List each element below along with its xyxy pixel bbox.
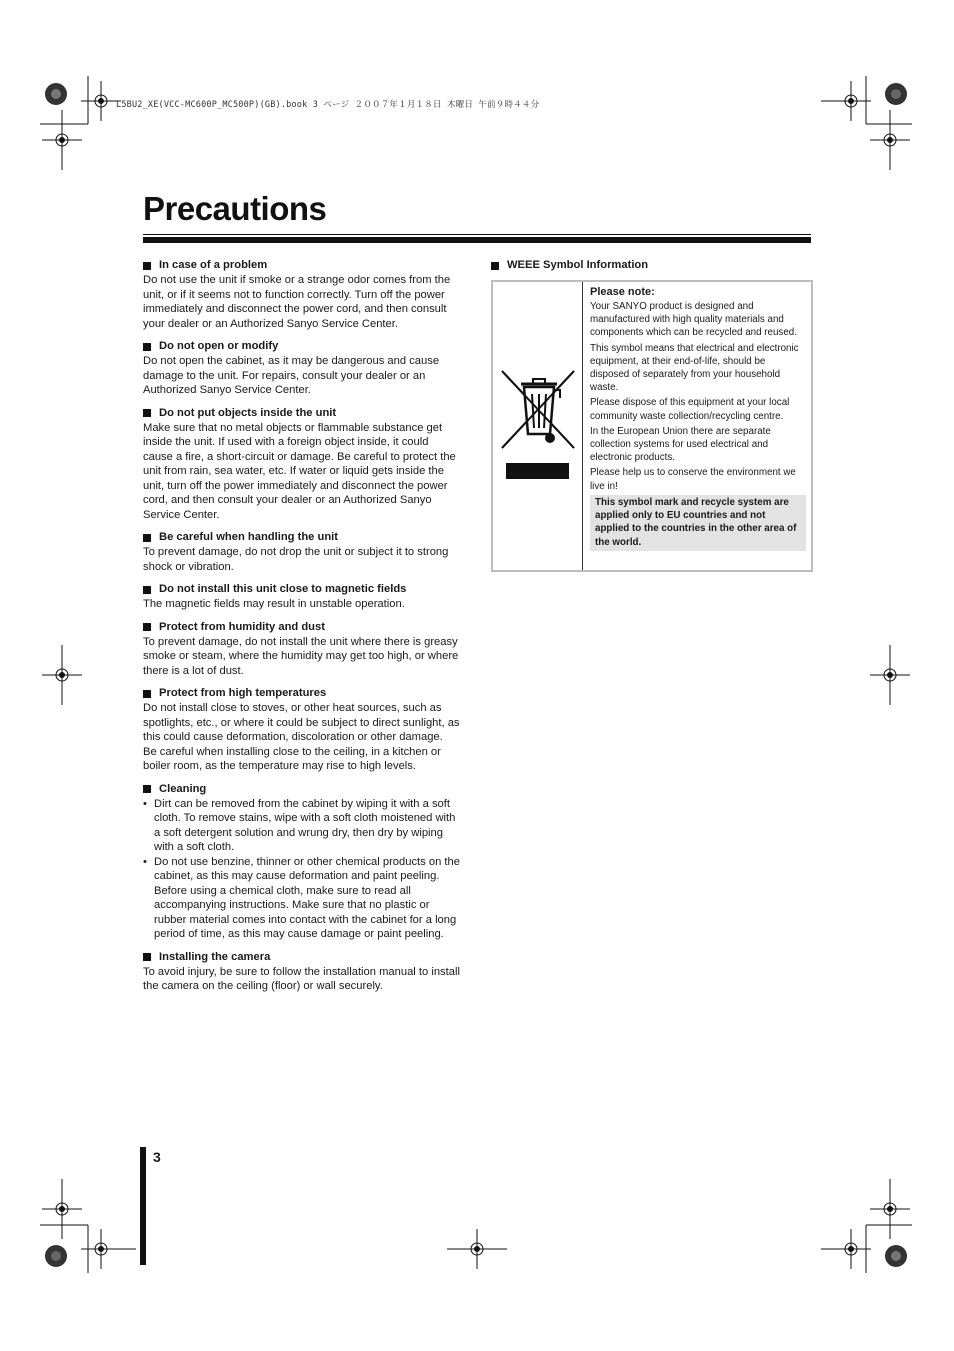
section-heading: Do not open or modify (159, 340, 279, 352)
section-heading: Cleaning (159, 782, 207, 795)
square-bullet-icon (491, 262, 499, 270)
note-paragraph: This symbol means that electrical and electronic equipment, at their end-of-life, should be disposed of separately from your household waste. (590, 342, 799, 394)
section-heading: Be careful when handling the unit (159, 531, 339, 543)
section-body: Do not open the cabinet, as it may be dangerous and cause damage to the unit. For repairs, consult your dealer or an Authorized Sanyo Service Center. (143, 355, 440, 396)
section-open-modify (143, 339, 461, 398)
page-title: Precautions (143, 190, 327, 227)
section-body: Make sure that no metal objects or flammable substance get inside the unit. If used with a foreign object inside, it could cause a fire, a short-circuit or damage. Be careful to protect the unit from rain, sea water, etc. If water or liquid gets inside the unit, turn off the power immediately and disconnect the power cord, and then consult your dealer or an Authorized Sanyo Service Center. (143, 421, 456, 521)
square-bullet-icon (143, 409, 151, 417)
section-problem (143, 258, 461, 331)
note-paragraph: Your SANYO product is designed and manufactured with high quality materials and components which can be recycled and reused. (590, 301, 797, 339)
section-heading: Do not put objects inside the unit (159, 406, 337, 419)
section-heading: Protect from high temperatures (159, 687, 327, 699)
section-high-temperatures (143, 686, 461, 774)
precautions-column (143, 258, 461, 1002)
section-magnetic-fields (143, 582, 461, 612)
title-rule-thick (143, 237, 811, 243)
section-body: Do not install close to stoves, or other heat sources, such as spotlights, etc., or where it could be subject to direct sunlight, as this could cause deformation, discoloration or other damage. (143, 702, 460, 743)
page-number-bar (140, 1147, 146, 1265)
note-heading: Please note: (590, 286, 655, 298)
section-body: To avoid injury, be sure to follow the installation manual to install the camera on the ceiling (floor) or wall securely. (143, 965, 460, 992)
section-heading: Protect from humidity and dust (159, 620, 325, 633)
weee-black-bar (506, 463, 569, 479)
square-bullet-icon (143, 690, 151, 698)
section-body-extra: Be careful when installing close to the ceiling, in a kitchen or boiler room, as the temperature may rise to high levels. (143, 745, 441, 772)
square-bullet-icon (143, 586, 151, 594)
list-item: • Dirt can be removed from the cabinet by wiping it with a soft cloth. To remove stains, wipe with a soft cloth moistened with a soft detergent solution and wrung dry, then dry by wiping with a soft cloth. (143, 797, 461, 855)
note-paragraph: Please dispose of this equipment at your local community waste collection/recycling centre. (590, 397, 790, 422)
eu-only-notice: This symbol mark and recycle system are applied only to EU countries and not applied to the countries in the other area of the world. (590, 495, 806, 551)
note-paragraph: In the European Union there are separate collection systems for used electrical and electronic products. (590, 425, 771, 464)
square-bullet-icon (143, 785, 151, 793)
note-paragraph: Please help us to conserve the environment we live in! (590, 467, 796, 492)
section-body: To prevent damage, do not install the unit where there is greasy smoke or steam, where the humidity may get too high, or where there is a lot of dust. (143, 635, 459, 677)
section-body: To prevent damage, do not drop the unit or subject it to strong shock or vibration. (143, 546, 449, 573)
section-cleaning (143, 782, 461, 942)
section-objects-inside (143, 406, 461, 523)
weee-note (590, 286, 806, 551)
weee-info-box (491, 280, 813, 572)
section-heading: Do not install this unit close to magnetic fields (159, 583, 407, 595)
section-body: The magnetic fields may result in unstable operation. (143, 598, 405, 610)
title-rule-thin (143, 234, 811, 235)
square-bullet-icon (143, 343, 151, 351)
weee-divider (582, 282, 583, 570)
square-bullet-icon (143, 262, 151, 270)
cleaning-list (143, 797, 461, 942)
page-number: 3 (153, 1149, 161, 1165)
square-bullet-icon (143, 953, 151, 961)
section-heading: In case of a problem (159, 259, 268, 271)
square-bullet-icon (143, 534, 151, 542)
section-heading: Installing the camera (159, 950, 271, 963)
section-handling (143, 530, 461, 574)
weee-heading: WEEE Symbol Information (491, 258, 648, 273)
list-item: • Do not use benzine, thinner or other chemical products on the cabinet, as this may cause deformation and paint peeling. Before using a chemical cloth, make sure to read all accompanying instructions. Make sure that no plastic or rubber material comes into contact with the cabinet for a long period of time, as this may cause damage or paint peeling. (143, 855, 461, 942)
crossed-out-wheelie-bin-icon (499, 368, 577, 452)
square-bullet-icon (143, 623, 151, 631)
print-header: L5BU2_XE(VCC-MC600P_MC500P)(GB).book 3 ページ ２００７年１月１８日 木曜日 午前９時４４分 (116, 100, 540, 110)
section-installing-camera (143, 950, 461, 994)
section-body: Do not use the unit if smoke or a strange odor comes from the unit, or if it seems not to function correctly. Turn off the power immediately and disconnect the power cord, and then consult your dealer or an Authorized Sanyo Service Center. (143, 274, 451, 330)
section-humidity-dust (143, 620, 461, 679)
